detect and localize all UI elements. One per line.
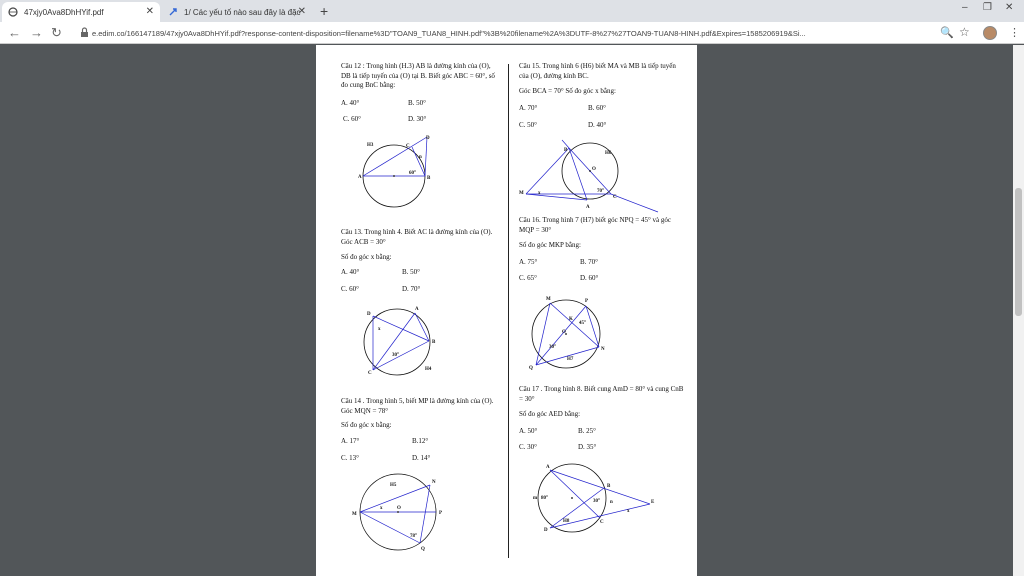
q16-option-b: B. 70° (580, 258, 598, 266)
q13-subtitle: Số đo góc x bằng: (341, 253, 392, 261)
h7-angle-45: 45° (579, 321, 586, 326)
q14-option-b: B.12° (412, 437, 429, 445)
restore-icon[interactable]: ❐ (983, 2, 992, 13)
q15-subtitle: Góc BCA = 70° Số đo góc x bằng: (519, 87, 616, 95)
q17-option-d: D. 35° (578, 443, 597, 451)
h8-angle-30: 30° (593, 499, 600, 504)
forward-icon[interactable]: → (30, 25, 43, 40)
q16-option-d: D. 60° (580, 274, 599, 282)
scrollbar-thumb[interactable] (1015, 188, 1022, 316)
h7-label: H7 (567, 357, 574, 362)
q17-option-b: B. 25° (578, 427, 596, 435)
q15-option-c: C. 50° (519, 121, 537, 129)
h8-label: H8 (563, 519, 570, 524)
h6-point-a: A (586, 205, 590, 210)
q15-option-b: B. 60° (588, 104, 606, 112)
avatar[interactable] (983, 26, 997, 40)
figure-h6 (518, 138, 663, 213)
q13-option-c: C. 60° (341, 285, 359, 293)
figure-h8 (530, 460, 660, 535)
h8-point-a: A (546, 465, 550, 470)
h4-angle-x: x (378, 327, 381, 332)
h5-point-q: Q (421, 547, 425, 552)
h7-point-k: K (569, 317, 573, 322)
window-close-icon[interactable]: ✕ (1005, 2, 1014, 13)
h4-point-a: A (415, 307, 419, 312)
q15-option-d: D. 40° (588, 121, 607, 129)
h4-label: H4 (425, 367, 432, 372)
q16-subtitle: Số đo góc MKP bằng: (519, 241, 581, 249)
h5-angle-x: x (380, 506, 383, 511)
doc-icon (168, 7, 178, 17)
tab-question[interactable] (162, 2, 312, 22)
q13-option-a: A. 40° (341, 268, 360, 276)
q14-option-d: D. 14° (412, 454, 431, 462)
tab-title: 1/ Các yếu tố nào sau đây là đặc (184, 7, 301, 17)
h3-label: H3 (367, 143, 374, 148)
h4-angle: 30° (392, 353, 399, 358)
q17-option-a: A. 50° (519, 427, 538, 435)
h4-point-c: C (368, 371, 372, 376)
figure-h5 (350, 472, 450, 554)
h7-angle-30: 30° (549, 345, 556, 350)
tab-title: 47xjy0Ava8DhHYif.pdf (24, 7, 104, 17)
h6-point-c: C (613, 195, 617, 200)
q12-option-d: D. 30° (408, 115, 427, 123)
h4-point-b: B (432, 340, 436, 345)
h6-point-o: O (592, 167, 596, 172)
tab-close-icon[interactable]: ✕ (297, 6, 306, 17)
column-divider (508, 64, 509, 558)
reload-icon[interactable]: ↻ (51, 25, 62, 40)
h5-angle: 78° (410, 534, 417, 539)
q17-subtitle: Số đo góc AED bằng: (519, 410, 581, 418)
h5-point-n: N (432, 480, 436, 485)
h3-angle: 60° (409, 171, 416, 176)
h8-angle-x: x (627, 509, 630, 514)
question-15-text: Câu 15. Trong hình 6 (H6) biết MA và MB là tiếp tuyến của (O), đường kính BC. (519, 62, 676, 80)
circle (364, 309, 430, 375)
menu-icon[interactable]: ⋮ (1009, 27, 1020, 39)
question-16-text: Câu 16. Trong hình 7 (H7) biết góc NPQ = 45° và góc MQP = 30° (519, 216, 671, 234)
q12-option-a: A. 40° (341, 99, 360, 107)
browser-toolbar (0, 22, 1024, 44)
new-tab-button[interactable]: + (320, 3, 329, 19)
q17-option-c: C. 30° (519, 443, 537, 451)
h8-point-e: E (651, 500, 655, 505)
h8-arc-n: n (610, 500, 613, 505)
q13-option-b: B. 50° (402, 268, 420, 276)
h5-point-p: P (439, 511, 443, 516)
zoom-icon[interactable]: 🔍 (940, 27, 954, 39)
h3-point-c: C (406, 144, 410, 149)
q14-subtitle: Số đo góc x bằng: (341, 421, 392, 429)
h7-point-p: P (585, 299, 589, 304)
h6-angle: 70° (597, 189, 604, 194)
tab-pdf[interactable] (2, 2, 160, 22)
tab-close-icon[interactable]: ✕ (145, 6, 154, 17)
q12-option-c: C. 60° (343, 115, 361, 123)
h6-angle-x: x (538, 191, 541, 196)
h8-point-c: C (600, 520, 604, 525)
q13-option-d: D. 70° (402, 285, 421, 293)
h5-point-o: O (397, 506, 401, 511)
tab-bar (0, 0, 1024, 22)
h8-arc-80: 80° (541, 496, 548, 501)
h7-point-o: O (562, 330, 566, 335)
q12-option-b: B. 50° (408, 99, 426, 107)
question-12-text: Câu 12 : Trong hình (H.3) AB là đường kính của (O), DB là tiếp tuyến của (O) tại B. Biết góc ABC = 60°, số đo cung BnC bằng: (341, 62, 495, 89)
h5-point-m: M (352, 512, 357, 517)
h8-arc-m: m (533, 496, 538, 501)
minimize-icon[interactable]: – (962, 2, 968, 13)
question-17-text: Câu 17 . Trong hình 8. Biết cung AmD = 80° và cung CnB = 30° (519, 385, 684, 403)
h5-label: H5 (390, 483, 397, 488)
q16-option-c: C. 65° (519, 274, 537, 282)
question-13-text: Câu 13. Trong hình 4. Biết AC là đường kính của (O). Góc ACB = 30° (341, 228, 493, 246)
h7-point-n: N (601, 347, 605, 352)
h8-point-d: D (544, 528, 548, 533)
back-icon[interactable]: ← (8, 25, 21, 40)
figure-h7 (528, 292, 610, 374)
h7-point-q: Q (529, 366, 533, 371)
h7-point-m: M (546, 297, 551, 302)
question-14-text: Câu 14 . Trong hình 5, biết MP là đường kính của (O). Góc MQN = 78° (341, 397, 494, 415)
h3-point-d: D (426, 136, 430, 141)
q15-option-a: A. 70° (519, 104, 538, 112)
h8-point-b: B (607, 484, 611, 489)
q14-option-a: A. 17° (341, 437, 360, 445)
h3-point-b: B (427, 176, 431, 181)
h3-arc-n: n (419, 155, 422, 160)
q16-option-a: A. 75° (519, 258, 538, 266)
figure-h4 (355, 302, 445, 382)
globe-icon (8, 7, 18, 17)
address-bar[interactable]: e.edim.co/166147189/47xjy0Ava8DhHYif.pdf?response-content-disposition=filename%3D"TOAN9_TUAN8_HINH.pdf"%3B%20filename%2A%3DUTF-8%27%27TOAN9-TUAN8-HINH.pdf&Expires=1585206919&Si... (92, 29, 806, 38)
h3-point-a: A (358, 175, 362, 180)
h4-point-d: D (367, 312, 371, 317)
h6-point-b: B (564, 148, 568, 153)
h6-point-m: M (519, 191, 524, 196)
h6-label: H6 (605, 151, 612, 156)
q14-option-c: C. 13° (341, 454, 359, 462)
star-icon[interactable]: ☆ (959, 25, 970, 39)
figure-h3 (355, 132, 437, 212)
